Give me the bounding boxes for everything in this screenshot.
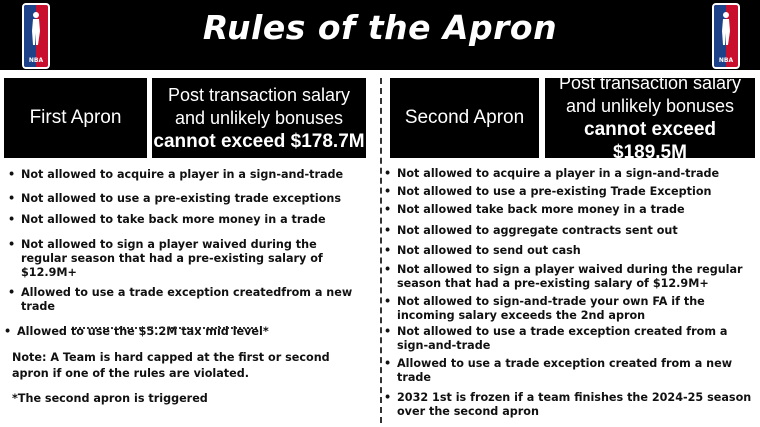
list-item: • Allowed to use a trade exception created from a new trade: [384, 357, 756, 385]
hard-cap-note: Note: A Team is hard capped at the first or second apron if one of the rules are violated.: [12, 351, 330, 380]
first-apron-limit-line3: cannot exceed $178.7M: [153, 130, 365, 152]
logo-text: NBA: [28, 57, 44, 64]
list-item: • Not allowed to take back more money in a trade: [8, 213, 358, 227]
second-apron-limit-line2: and unlikely bonuses: [565, 96, 735, 116]
first-apron-label: First Apron: [4, 78, 147, 158]
first-apron-limit: [152, 78, 366, 158]
second-apron-limit: [545, 73, 755, 163]
list-item: • Not allowed to sign a player waived during the regular season that had a pre-existing salary of $12.9M+: [8, 238, 358, 280]
second-apron-limit-line1: Post transaction salary: [558, 73, 742, 93]
list-item: • Not allowed to use a pre-existing trade exceptions: [8, 192, 358, 206]
nba-logo-right: [712, 3, 740, 69]
player-silhouette-icon: [719, 11, 733, 47]
first-apron-rules-list: [8, 168, 358, 339]
list-item: • Not allowed to sign a player waived during the regular season that had a pre-existing salary of $12.9M+: [384, 263, 756, 291]
list-item: • Not allowed to sign-and-trade your own FA if the incoming salary exceeds the 2nd apron: [384, 295, 756, 323]
list-item: • Allowed to use the $5.2M tax mid level*: [4, 325, 358, 339]
second-apron-rules-list: [384, 167, 756, 419]
list-item: • Not allowed to aggregate contracts sent out: [384, 224, 756, 238]
first-apron-limit-line1: Post transaction salary: [167, 84, 351, 105]
list-item: • 2032 1st is frozen if a team finishes the 2024-25 season over the second apron: [384, 391, 756, 419]
second-apron-label: Second Apron: [390, 78, 539, 158]
header-banner: [0, 0, 760, 70]
list-item: • Not allowed to send out cash: [384, 244, 756, 258]
second-apron-limit-line3: cannot exceed $189.5M: [584, 119, 716, 163]
first-apron-limit-line2: and unlikely bonuses: [174, 107, 344, 128]
page-title: Rules of the Apron: [202, 8, 558, 47]
list-item: • Not allowed to acquire a player in a sign-and-trade: [384, 167, 756, 181]
list-item: • Not allowed to use a pre-existing Trade Exception: [384, 185, 756, 199]
dotted-separator: [75, 327, 257, 329]
column-divider: [380, 78, 382, 423]
list-item: • Not allowed take back more money in a trade: [384, 203, 756, 217]
list-item: • Not allowed to use a trade exception created from a sign-and-trade: [384, 325, 756, 353]
footnote: *The second apron is triggered: [12, 392, 208, 405]
list-item: • Allowed to use a trade exception createdfrom a new trade: [8, 286, 358, 314]
logo-text: NBA: [718, 57, 734, 64]
list-item: • Not allowed to acquire a player in a sign-and-trade: [8, 168, 358, 182]
